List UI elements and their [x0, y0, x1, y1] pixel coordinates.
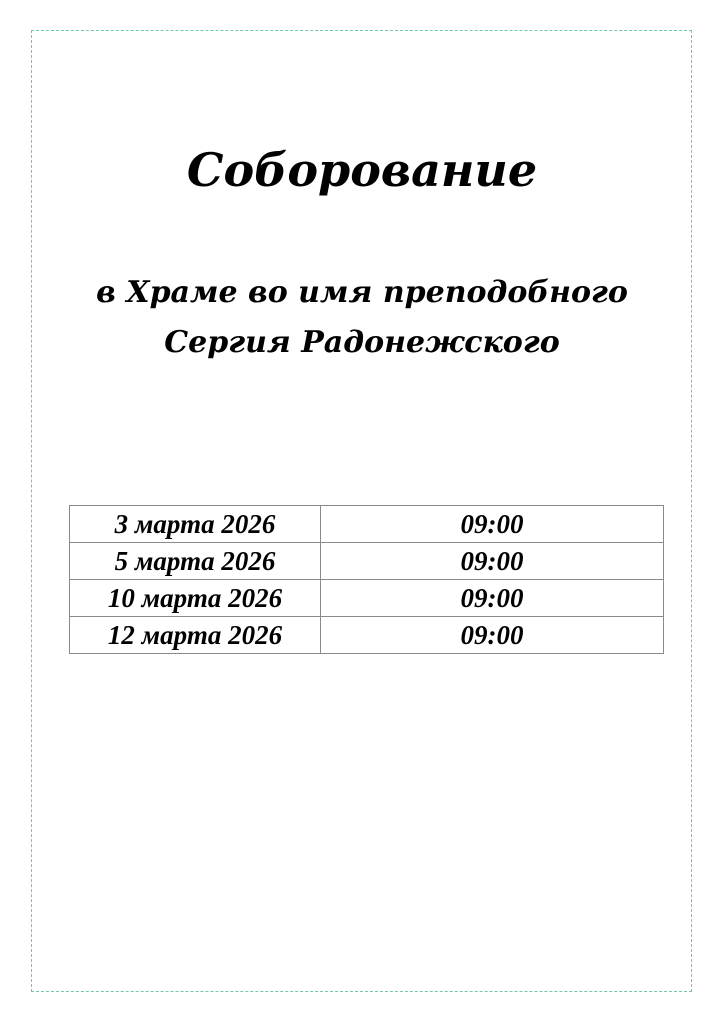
date-cell: 5 марта 2026: [70, 543, 321, 580]
subtitle-line-1: в Храме во имя преподобного: [96, 275, 628, 310]
document-subtitle: [0, 268, 724, 368]
schedule-table: [69, 505, 664, 654]
date-cell: 12 марта 2026: [70, 617, 321, 654]
date-cell: 3 марта 2026: [70, 506, 321, 543]
date-cell: 10 марта 2026: [70, 580, 321, 617]
table-row: [70, 617, 664, 654]
document-title: Соборование: [186, 143, 538, 197]
time-cell: 09:00: [321, 580, 664, 617]
time-cell: 09:00: [321, 506, 664, 543]
table-row: [70, 506, 664, 543]
table-row: [70, 543, 664, 580]
table-row: [70, 580, 664, 617]
time-cell: 09:00: [321, 617, 664, 654]
subtitle-line-2: Сергия Радонежского: [164, 325, 560, 360]
time-cell: 09:00: [321, 543, 664, 580]
